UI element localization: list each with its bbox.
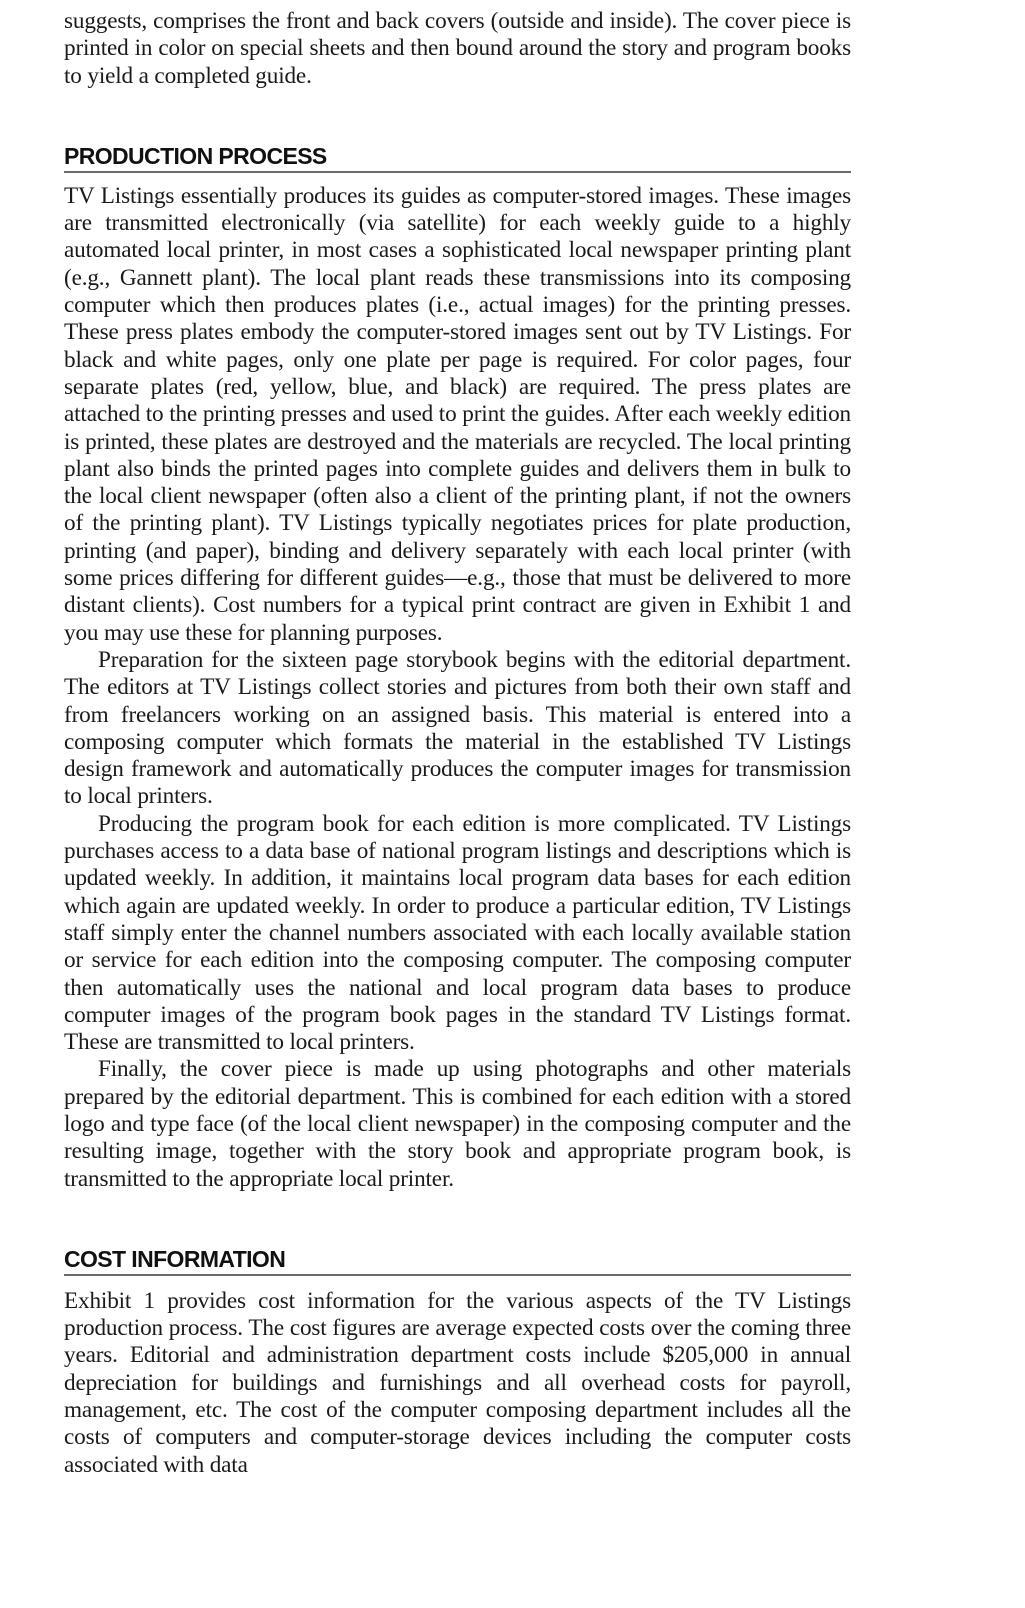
production-paragraph-2: Preparation for the sixteen page storybook begins with the editorial department. The editors at TV Listings collect stories and pictures from both their own staff and from freelancers working on an assigned basis. This material is entered into a composing computer which formats the material in the established TV Listings design framework and automatically produces the computer images for transmission to local printers. — [64, 646, 851, 810]
production-paragraph-3: Producing the program book for each edition is more complicated. TV Listings purchases access to a data base of national program listings and descriptions which is updated weekly. In addition, it maintains local program data bases for each edition which again are updated weekly. In order to produce a particular edition, TV Listings staff simply enter the channel numbers associated with each locally available station or service for each edition into the composing computer. The composing computer then automatically uses the national and local program data bases to produce computer images of the program book pages in the standard TV Listings format. These are transmitted to local printers. — [64, 810, 851, 1056]
document-page — [64, 8, 851, 1479]
cost-information-section — [64, 1245, 851, 1479]
cost-information-heading: COST INFORMATION — [64, 1245, 851, 1276]
intro-continuation-paragraph: suggests, comprises the front and back covers (outside and inside). The cover piece is printed in color on special sheets and then bound around the story and program books to yield a completed guide. — [64, 8, 851, 89]
production-paragraph-4: Finally, the cover piece is made up using photographs and other materials prepared by the editorial department. This is combined for each edition with a stored logo and type face (of the local client newspaper) in the composing computer and the resulting image, together with the story book and appropriate program book, is transmitted to the appropriate local printer. — [64, 1056, 851, 1192]
production-paragraph-1: TV Listings essentially produces its guides as computer-stored images. These images are transmitted electronically (via satellite) for each weekly guide to a highly automated local printer, in most cases a sophisticated local newspaper printing plant (e.g., Gannett plant). The local plant reads these transmissions into its composing computer which then produces plates (i.e., actual images) for the printing presses. These press plates embody the computer-stored images sent out by TV Listings. For black and white pages, only one plate per page is required. For color pages, four separate plates (red, yellow, blue, and black) are required. The press plates are attached to the printing presses and used to print the guides. After each weekly edition is printed, these plates are destroyed and the materials are recycled. The local printing plant also binds the printed pages into complete guides and delivers them in bulk to the local client newspaper (often also a client of the printing plant, if not the owners of the printing plant). TV Listings typically negotiates prices for plate production, printing (and paper), binding and delivery separately with each local printer (with some prices differing for different guides—e.g., those that must be delivered to more distant clients). Cost numbers for a typical print contract are given in Exhibit 1 and you may use these for planning purposes. — [64, 182, 851, 646]
production-process-heading: PRODUCTION PROCESS — [64, 142, 851, 173]
production-process-section — [64, 142, 851, 1193]
cost-paragraph-1: Exhibit 1 provides cost information for the various aspects of the TV Listings production process. The cost figures are average expected costs over the coming three years. Editorial and administration department costs include $205,000 in annual depreciation for buildings and furnishings and all overhead costs for payroll, management, etc. The cost of the computer composing department includes all the costs of computers and computer-storage devices including the computer costs associated with data — [64, 1287, 851, 1478]
